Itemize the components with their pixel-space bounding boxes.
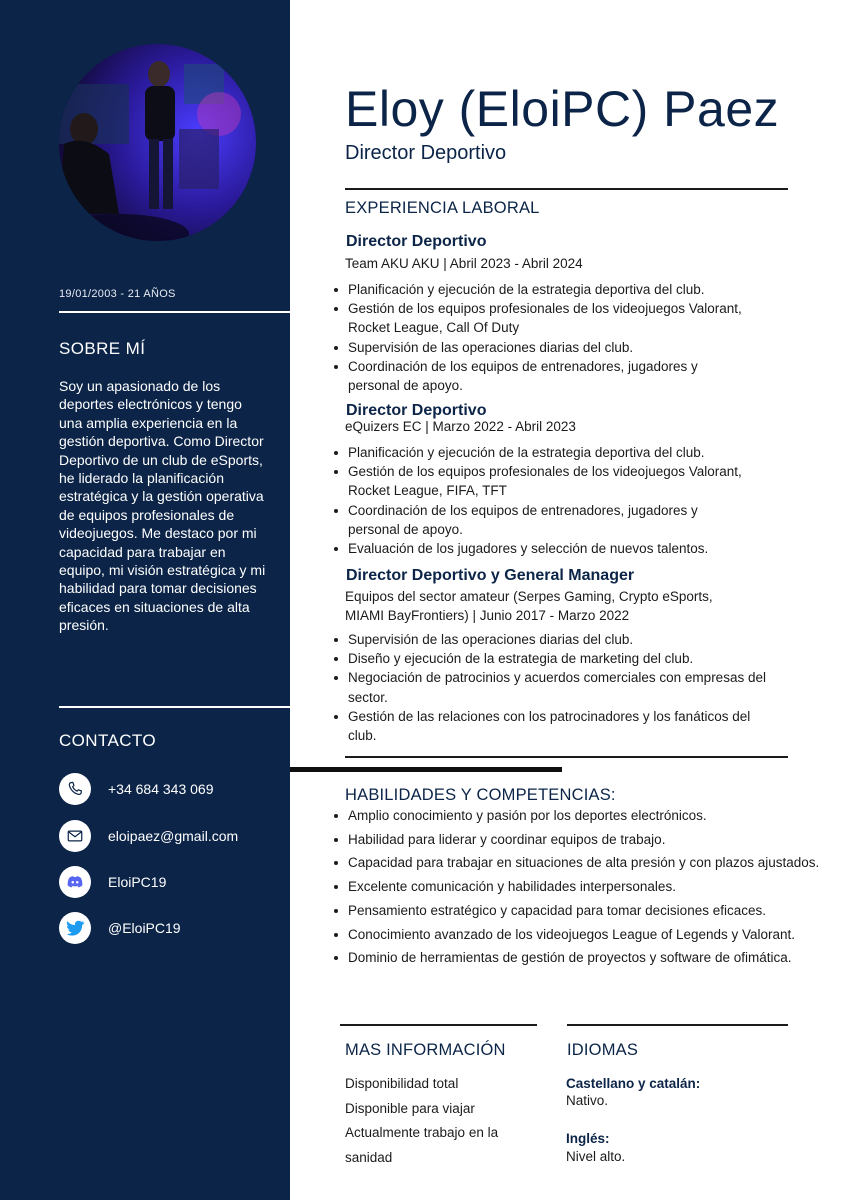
divider (345, 756, 788, 758)
skills-heading: HABILIDADES Y COMPETENCIAS: (345, 786, 616, 804)
list-item: Gestión de las relaciones con los patrocinadores y los fanáticos del club. (348, 707, 768, 745)
divider (340, 1024, 537, 1026)
phone-icon (59, 773, 91, 805)
twitter-handle: @EloiPC19 (108, 920, 181, 936)
contact-twitter[interactable] (59, 912, 181, 944)
list-item: Diseño y ejecución de la estrategia de marketing del club. (348, 649, 768, 668)
divider (290, 767, 562, 772)
job-title: Director Deportivo (346, 402, 487, 419)
job-subtitle: Equipos del sector amateur (Serpes Gaming, Crypto eSports, MIAMI BayFrontiers) | Junio 2017 - Marzo 2022 (345, 589, 713, 623)
languages-heading: IDIOMAS (567, 1041, 639, 1059)
language-name: Castellano y catalán: (566, 1076, 701, 1091)
more-info-list (345, 1072, 535, 1170)
divider (345, 188, 788, 190)
candidate-role: Director Deportivo (345, 142, 507, 164)
sidebar (0, 0, 290, 1200)
language-name: Inglés: (566, 1131, 610, 1146)
list-item: Conocimiento avanzado de los videojuegos League of Legends y Valorant. (348, 923, 826, 947)
list-item: Coordinación de los equipos de entrenadores, jugadores y personal de apoyo. (348, 501, 748, 539)
birth-date: 19/01/2003 - 21 AÑOS (59, 288, 176, 300)
language-level: Nativo. (566, 1093, 609, 1108)
about-heading: SOBRE MÍ (59, 339, 146, 358)
job-subtitle: Team AKU AKU | Abril 2023 - Abril 2024 (345, 256, 583, 271)
list-item: Coordinación de los equipos de entrenadores, jugadores y personal de apoyo. (348, 357, 748, 395)
list-item: Negociación de patrocinios y acuerdos comerciales con empresas del sector. (348, 668, 768, 706)
contact-discord[interactable] (59, 866, 166, 898)
job-bullets (348, 630, 768, 745)
contact-heading: CONTACTO (59, 731, 157, 750)
divider (567, 1024, 788, 1026)
list-item: Capacidad para trabajar en situaciones de alta presión y con plazos ajustados. (348, 851, 826, 875)
discord-handle: EloiPC19 (108, 874, 167, 890)
experience-heading: EXPERIENCIA LABORAL (345, 199, 540, 217)
list-item: Habilidad para liderar y coordinar equipos de trabajo. (348, 828, 826, 852)
candidate-name: Eloy (EloiPC) Paez (345, 81, 780, 137)
list-item: Amplio conocimiento y pasión por los deportes electrónicos. (348, 804, 826, 828)
list-item: Pensamiento estratégico y capacidad para tomar decisiones eficaces. (348, 899, 826, 923)
list-item: Planificación y ejecución de la estrategia deportiva del club. (348, 280, 748, 299)
job-bullets (348, 280, 748, 395)
divider (59, 311, 290, 313)
discord-icon (59, 866, 91, 898)
job-subtitle: eQuizers EC | Marzo 2022 - Abril 2023 (345, 419, 576, 434)
list-item: Planificación y ejecución de la estrategia deportiva del club. (348, 443, 748, 462)
list-item: Disponibilidad total (345, 1076, 459, 1091)
phone-number: +34 684 343 069 (108, 781, 214, 797)
list-item: Disponible para viajar (345, 1100, 475, 1116)
job-bullets (348, 443, 748, 558)
list-item: Supervisión de las operaciones diarias del club. (348, 338, 748, 357)
language-level: Nivel alto. (566, 1149, 626, 1164)
list-item: Gestión de los equipos profesionales de los videojuegos Valorant, Rocket League, Call Of Duty (348, 299, 748, 337)
job-title: Director Deportivo (346, 233, 487, 250)
email-icon (59, 820, 91, 852)
profile-photo (59, 44, 256, 241)
contact-email[interactable] (59, 820, 238, 852)
list-item: Dominio de herramientas de gestión de proyectos y software de ofimática. (348, 946, 826, 970)
twitter-icon (59, 912, 91, 944)
email-address: eloipaez@gmail.com (108, 828, 239, 844)
list-item: Excelente comunicación y habilidades interpersonales. (348, 875, 826, 899)
list-item: Gestión de los equipos profesionales de los videojuegos Valorant, Rocket League, FIFA, TFT (348, 462, 748, 500)
more-info-heading: MAS INFORMACIÓN (345, 1041, 506, 1059)
skills-list (348, 804, 826, 970)
contact-phone[interactable] (59, 773, 214, 805)
list-item: Supervisión de las operaciones diarias del club. (348, 630, 768, 649)
job-title: Director Deportivo y General Manager (346, 567, 635, 584)
list-item: Evaluación de los jugadores y selección de nuevos talentos. (348, 539, 748, 558)
list-item: Actualmente trabajo en la sanidad (345, 1125, 499, 1165)
divider (59, 706, 290, 708)
about-text: Soy un apasionado de los deportes electrónicos y tengo una amplia experiencia en la gestión deportiva. Como Director Deportivo de un club de eSports, he liderado la planificación estratégica y la gestión operativa de equipos profesionales de videojuegos. Me destaco por mi capacidad para trabajar en equipo, mi visión estratégica y mi habilidad para tomar decisiones eficaces en situaciones de alta presión. (59, 378, 266, 634)
